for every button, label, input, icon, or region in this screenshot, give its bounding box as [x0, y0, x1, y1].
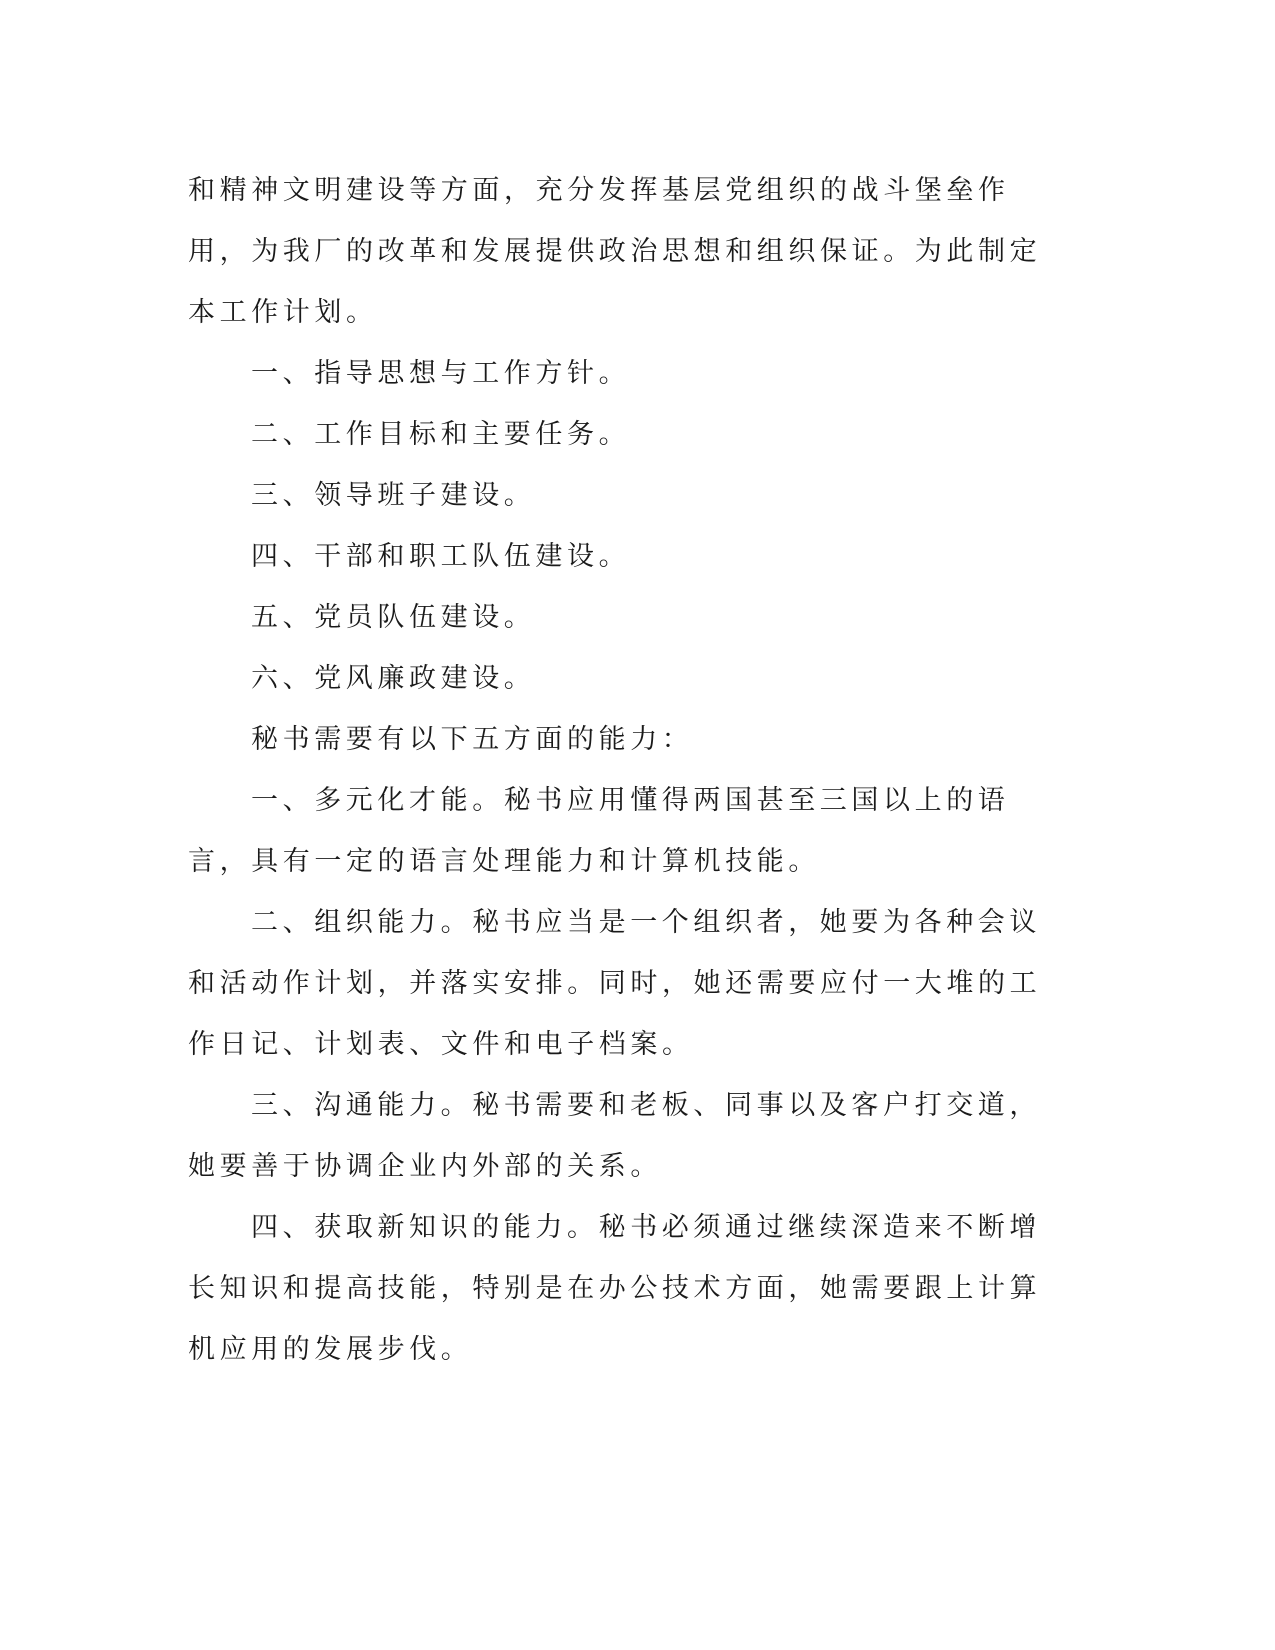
list-item-leadership: 三、领导班子建设。: [251, 480, 536, 511]
paragraph-ability-multitalent: 一、多元化才能。秘书应用懂得两国甚至三国以上的语言，具有一定的语言处理能力和计算机技能。: [188, 785, 1010, 877]
paragraph-intro-continuation: 和精神文明建设等方面，充分发挥基层党组织的战斗堡垒作用，为我厂的改革和发展提供政治思想和组织保证。为此制定本工作计划。: [188, 175, 1042, 328]
list-item-integrity: 六、党风廉政建设。: [251, 663, 536, 694]
list-item-cadre-staff: 四、干部和职工队伍建设。: [251, 541, 631, 572]
section-heading-secretary-abilities: 秘书需要有以下五方面的能力：: [251, 724, 694, 755]
paragraph-ability-organization: 二、组织能力。秘书应当是一个组织者，她要为各种会议和活动作计划，并落实安排。同时，她还需要应付一大堆的工作日记、计划表、文件和电子档案。: [188, 907, 1042, 1060]
list-item-goals-tasks: 二、工作目标和主要任务。: [251, 419, 631, 450]
document-body: [188, 160, 1068, 1380]
paragraph-ability-learning: 四、获取新知识的能力。秘书必须通过继续深造来不断增长知识和提高技能，特别是在办公技术方面，她需要跟上计算机应用的发展步伐。: [188, 1212, 1042, 1365]
list-item-party-members: 五、党员队伍建设。: [251, 602, 536, 633]
paragraph-ability-communication: 三、沟通能力。秘书需要和老板、同事以及客户打交道，她要善于协调企业内外部的关系。: [188, 1090, 1041, 1182]
list-item-guiding-ideology: 一、指导思想与工作方针。: [251, 358, 631, 389]
